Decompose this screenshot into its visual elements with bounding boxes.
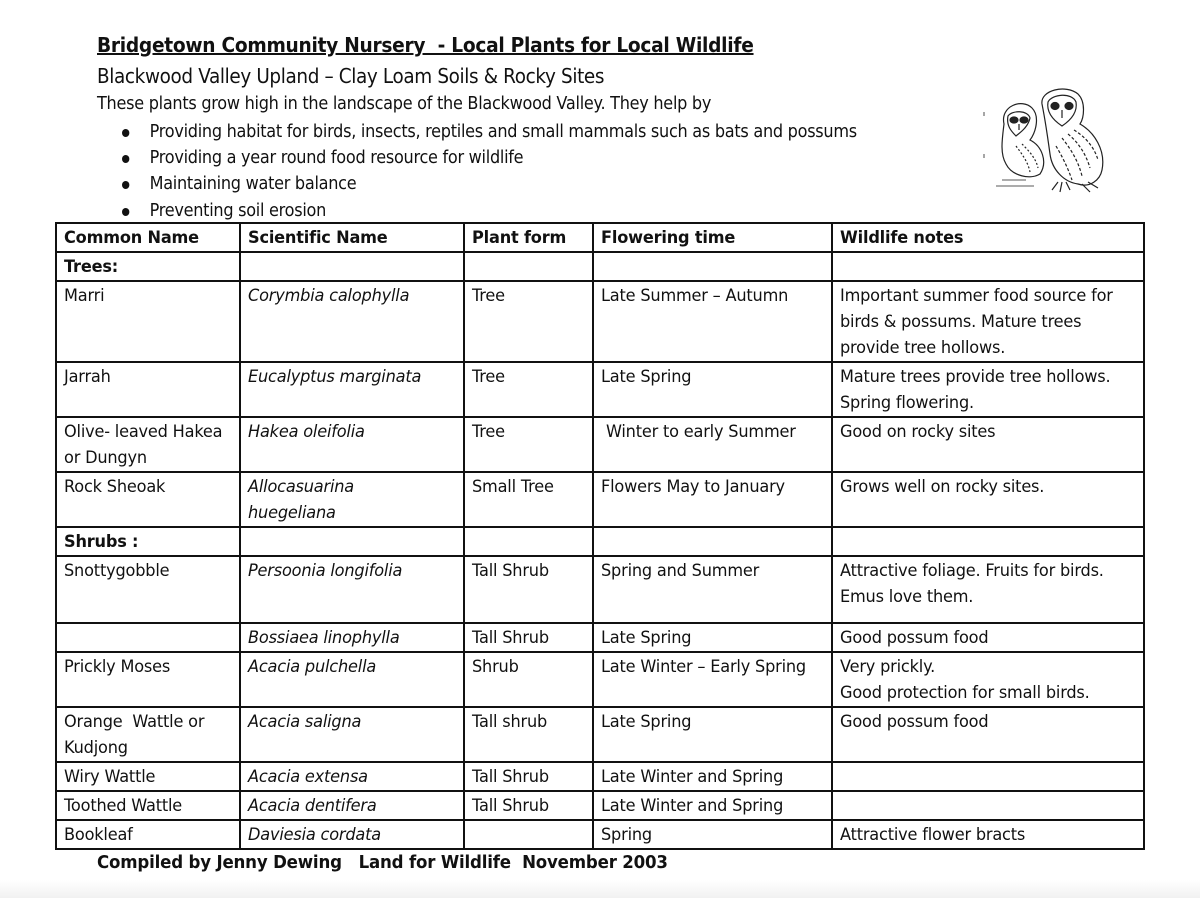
wildlife-notes-cell: Grows well on rocky sites.: [832, 472, 1144, 527]
empty-cell: [593, 527, 832, 556]
common-name-cell: Marri: [56, 281, 240, 362]
plant-form-cell: Tree: [464, 417, 593, 472]
table-row: [56, 791, 1144, 820]
bullet-icon: [122, 181, 129, 189]
scientific-name-cell: Acacia extensa: [240, 762, 464, 791]
wildlife-notes-cell: Mature trees provide tree hollows. Spring flowering.: [832, 362, 1144, 417]
table-row: [56, 762, 1144, 791]
empty-cell: [832, 527, 1144, 556]
table-row: [56, 556, 1144, 623]
table-body: [56, 252, 1144, 849]
table-row: [56, 362, 1144, 417]
scientific-name-cell: Bossiaea linophylla: [240, 623, 464, 652]
benefit-text: Providing habitat for birds, insects, reptiles and small mammals such as bats and possums: [149, 122, 857, 142]
table-row: [56, 281, 1144, 362]
wildlife-notes-cell: Attractive flower bracts: [832, 820, 1144, 849]
benefit-item: [122, 199, 857, 225]
plant-form-cell: Tree: [464, 281, 593, 362]
flowering-time-cell: Late Spring: [593, 707, 832, 762]
header-wildlife-notes: Wildlife notes: [832, 223, 1144, 252]
wildlife-notes-cell: Good possum food: [832, 623, 1144, 652]
table-row: [56, 472, 1144, 527]
bullet-icon: [122, 129, 129, 137]
footer-credit: Compiled by Jenny Dewing Land for Wildlife November 2003: [97, 853, 668, 873]
header-plant-form: Plant form: [464, 223, 593, 252]
scientific-name-cell: Acacia pulchella: [240, 652, 464, 707]
benefits-list: [122, 120, 857, 225]
plant-form-cell: Tall Shrub: [464, 556, 593, 623]
benefit-text: Maintaining water balance: [149, 174, 357, 195]
common-name-cell: Rock Sheoak: [56, 472, 240, 527]
header-scientific-name: Scientific Name: [240, 223, 464, 252]
scientific-name-cell: Hakea oleifolia: [240, 417, 464, 472]
plant-form-cell: Tall Shrub: [464, 623, 593, 652]
plants-table: [55, 222, 1145, 850]
wildlife-notes-cell: [832, 762, 1144, 791]
table-row: [56, 707, 1144, 762]
plant-form-cell: Small Tree: [464, 472, 593, 527]
section-label: Trees:: [56, 252, 240, 281]
wildlife-notes-cell: Good possum food: [832, 707, 1144, 762]
common-name-cell: Bookleaf: [56, 820, 240, 849]
flowering-time-cell: Late Summer – Autumn: [593, 281, 832, 362]
flowering-time-cell: Spring: [593, 820, 832, 849]
benefit-item: [122, 146, 857, 172]
scientific-name-cell: Daviesia cordata: [240, 820, 464, 849]
scientific-name-cell: Acacia saligna: [240, 707, 464, 762]
header-flowering-time: Flowering time: [593, 223, 832, 252]
empty-cell: [240, 252, 464, 281]
plant-form-cell: Tall Shrub: [464, 791, 593, 820]
flowering-time-cell: Flowers May to January: [593, 472, 832, 527]
wildlife-notes-cell: Attractive foliage. Fruits for birds. Emus love them.: [832, 556, 1144, 623]
table-header-row: [56, 223, 1144, 252]
empty-cell: [832, 252, 1144, 281]
flowering-time-cell: Late Winter and Spring: [593, 762, 832, 791]
page-subtitle: Blackwood Valley Upland – Clay Loam Soils & Rocky Sites: [97, 64, 605, 88]
scientific-name-cell: Acacia dentifera: [240, 791, 464, 820]
common-name-cell: Olive- leaved Hakea or Dungyn: [56, 417, 240, 472]
header-common-name: Common Name: [56, 223, 240, 252]
flowering-time-cell: Winter to early Summer: [593, 417, 832, 472]
section-row: [56, 252, 1144, 281]
wildlife-notes-cell: Good on rocky sites: [832, 417, 1144, 472]
intro-text: These plants grow high in the landscape of the Blackwood Valley. They help by: [97, 94, 712, 114]
flowering-time-cell: Late Spring: [593, 623, 832, 652]
section-label: Shrubs :: [56, 527, 240, 556]
bullet-icon: [122, 208, 129, 216]
scientific-name-cell: Persoonia longifolia: [240, 556, 464, 623]
common-name-cell: Prickly Moses: [56, 652, 240, 707]
flowering-time-cell: Late Spring: [593, 362, 832, 417]
empty-cell: [464, 252, 593, 281]
empty-cell: [240, 527, 464, 556]
plant-form-cell: Tall Shrub: [464, 762, 593, 791]
table-row: [56, 652, 1144, 707]
benefit-text: Preventing soil erosion: [149, 200, 327, 221]
common-name-cell: [56, 623, 240, 652]
table-row: [56, 820, 1144, 849]
common-name-cell: Snottygobble: [56, 556, 240, 623]
flowering-time-cell: Late Winter and Spring: [593, 791, 832, 820]
scientific-name-cell: Allocasuarina huegeliana: [240, 472, 464, 527]
plant-form-cell: Shrub: [464, 652, 593, 707]
common-name-cell: Jarrah: [56, 362, 240, 417]
page-title: Bridgetown Community Nursery - Local Plants for Local Wildlife: [97, 33, 754, 57]
bullet-icon: [122, 155, 129, 163]
empty-cell: [593, 252, 832, 281]
empty-cell: [464, 527, 593, 556]
benefit-text: Providing a year round food resource for wildlife: [149, 148, 524, 169]
plant-form-cell: Tree: [464, 362, 593, 417]
wildlife-notes-cell: [832, 791, 1144, 820]
wildlife-notes-cell: Important summer food source for birds & possums. Mature trees provide tree hollows.: [832, 281, 1144, 362]
scientific-name-cell: Eucalyptus marginata: [240, 362, 464, 417]
common-name-cell: Toothed Wattle: [56, 791, 240, 820]
common-name-cell: Orange Wattle or Kudjong: [56, 707, 240, 762]
section-row: [56, 527, 1144, 556]
small-owl-icon: [1002, 104, 1044, 177]
plant-form-cell: [464, 820, 593, 849]
wildlife-notes-cell: Very prickly. Good protection for small birds.: [832, 652, 1144, 707]
common-name-cell: Wiry Wattle: [56, 762, 240, 791]
plant-form-cell: Tall shrub: [464, 707, 593, 762]
flowering-time-cell: Spring and Summer: [593, 556, 832, 623]
benefit-item: [122, 120, 857, 146]
table-row: [56, 623, 1144, 652]
flowering-time-cell: Late Winter – Early Spring: [593, 652, 832, 707]
scientific-name-cell: Corymbia calophylla: [240, 281, 464, 362]
table-row: [56, 417, 1144, 472]
owl-illustration-icon: [982, 84, 1118, 196]
benefit-item: [122, 172, 857, 198]
